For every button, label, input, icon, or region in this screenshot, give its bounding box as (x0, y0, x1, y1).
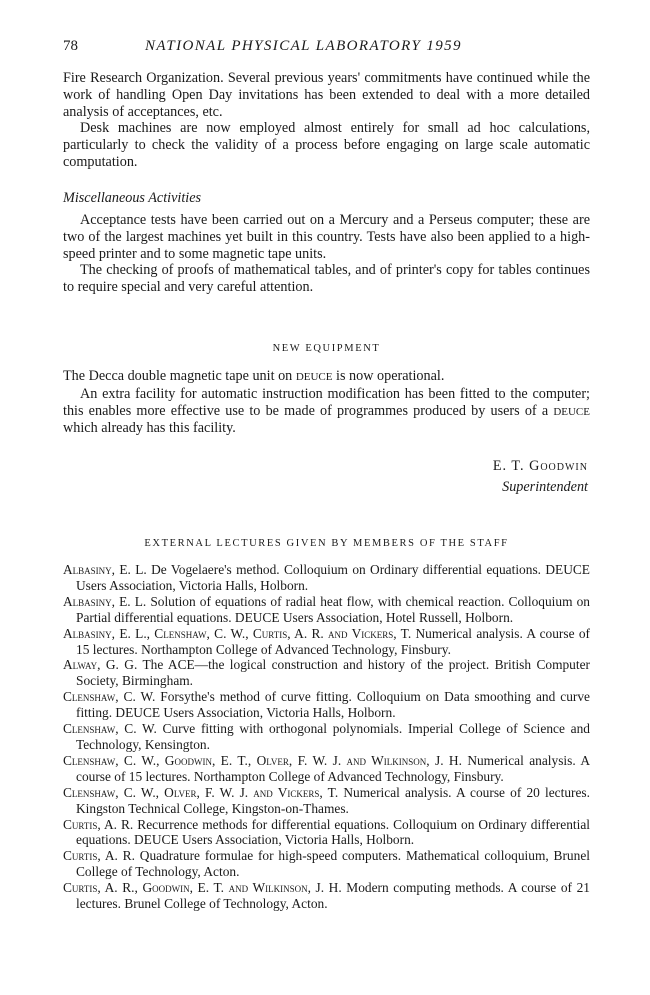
lecture-details: Modern computing methods. A course of 21 lectures. Brunel College of Technology, Acton. (76, 880, 590, 912)
lecture-details: Numerical analysis. A course of 20 lectures. Kingston Technical College, Kingston-on-Thames. (76, 784, 590, 816)
lecture-entry (63, 880, 590, 912)
lecture-authors: Clenshaw, C. W. (63, 721, 157, 737)
running-title: NATIONAL PHYSICAL LABORATORY 1959 (145, 38, 462, 54)
lecture-entry (63, 753, 590, 785)
intro-section (63, 70, 590, 171)
signatory-title: Superintendent (502, 479, 588, 495)
deuce-small-caps: DEUCE (295, 371, 333, 383)
lecture-details: Quadrature formulae for high-speed computers. Mathematical colloquium, Brunel College of Technology, Acton. (76, 848, 590, 880)
lecture-authors: Clenshaw, C. W., Goodwin, E. T., Olver, F. W. J. and Wilkinson, J. H. (63, 752, 462, 768)
lectures-list (63, 562, 590, 912)
lecture-entry (63, 594, 590, 626)
lecture-entry (63, 785, 590, 817)
misc-section (63, 212, 590, 296)
lecture-entry (63, 657, 590, 689)
lecture-entry (63, 848, 590, 880)
lecture-entry (63, 626, 590, 658)
lecture-authors: Clenshaw, C. W., Olver, F. W. J. and Vickers, T. (63, 784, 339, 800)
lecture-authors: Alway, G. G. (63, 657, 138, 673)
lecture-details: Recurrence methods for differential equations. Colloquium on Ordinary differential equations. DEUCE Users Association, Victoria Halls, Holborn. (76, 816, 590, 848)
section-title: Miscellaneous Activities (63, 190, 202, 206)
intro-paragraph: Fire Research Organization. Several previous years' commitments have continued while the work of handling Open Day invitations has been extended to deal with a more detailed analysis of acceptances, etc. (63, 70, 590, 120)
page-number: 78 (63, 38, 78, 54)
lecture-authors: Clenshaw, C. W. (63, 689, 156, 705)
lecture-authors: Curtis, A. R., Goodwin, E. T. and Wilkinson, J. H. (63, 880, 342, 896)
lecture-authors: Albasiny, E. L. (63, 562, 147, 577)
lecture-entry (63, 721, 590, 753)
lecture-details: The ACE—the logical construction and history of the project. British Computer Society, Birmingham. (76, 657, 590, 689)
lecture-authors: Albasiny, E. L., Clenshaw, C. W., Curtis, A. R. and Vickers, T. (63, 625, 412, 641)
lecture-details: Curve fitting with orthogonal polynomials. Imperial College of Science and Technology, Kensington. (76, 721, 590, 752)
misc-paragraph: The checking of proofs of mathematical tables, and of printer's copy for tables continues to require special and very careful attention. (63, 262, 590, 296)
lecture-entry (63, 817, 590, 849)
signatory-name: E. T. Goodwin (492, 458, 588, 474)
section-heading: NEW EQUIPMENT (272, 343, 381, 354)
lecture-entry (63, 689, 590, 721)
lecture-details: Numerical analysis. A course of 15 lectures. Northampton College of Advanced Technology, Finsbury. (76, 752, 590, 784)
lectures-heading: EXTERNAL LECTURES GIVEN BY MEMBERS OF THE STAFF (144, 538, 509, 549)
lecture-details: Forsythe's method of curve fitting. Colloquium on Data smoothing and curve fitting. DEUCE Users Association, Victoria Halls, Holborn. (76, 689, 590, 721)
intro-paragraph: Desk machines are now employed almost entirely for small ad hoc calculations, particularly to check the validity of a process before engaging on large scale automatic computation. (63, 120, 590, 170)
deuce-small-caps: DEUCE (553, 405, 590, 418)
equipment-section (63, 368, 590, 437)
page-header (63, 38, 595, 60)
equipment-paragraph: An extra facility for automatic instruction modification has been fitted to the computer; this enables more effective use to be made of programmes produced by users of a DEUCE which already has this facility. (63, 385, 590, 437)
equipment-paragraph: The Decca double magnetic tape unit on DEUCE is now operational. (63, 368, 445, 384)
misc-paragraph: Acceptance tests have been carried out on a Mercury and a Perseus computer; these are two of the largest machines yet built in this country. Tests have also been applied to a high-speed printer and to some magnetic tape units. (63, 212, 590, 262)
lecture-authors: Curtis, A. R. (63, 848, 135, 864)
lecture-details: De Vogelaere's method. Colloquium on Ordinary differential equations. DEUCE Users Association, Victoria Halls, Holborn. (76, 562, 590, 593)
lecture-authors: Albasiny, E. L. (63, 593, 147, 609)
lecture-authors: Curtis, A. R. (63, 816, 134, 832)
lecture-details: Solution of equations of radial heat flow, with chemical reaction. Colloquium on Partial differential equations. DEUCE Users Association, Hotel Russell, Holborn. (76, 593, 590, 625)
signature-block (493, 458, 588, 496)
lecture-entry (63, 562, 590, 594)
lecture-details: Numerical analysis. A course of 15 lectures. Northampton College of Advanced Technology, Finsbury. (76, 625, 590, 657)
